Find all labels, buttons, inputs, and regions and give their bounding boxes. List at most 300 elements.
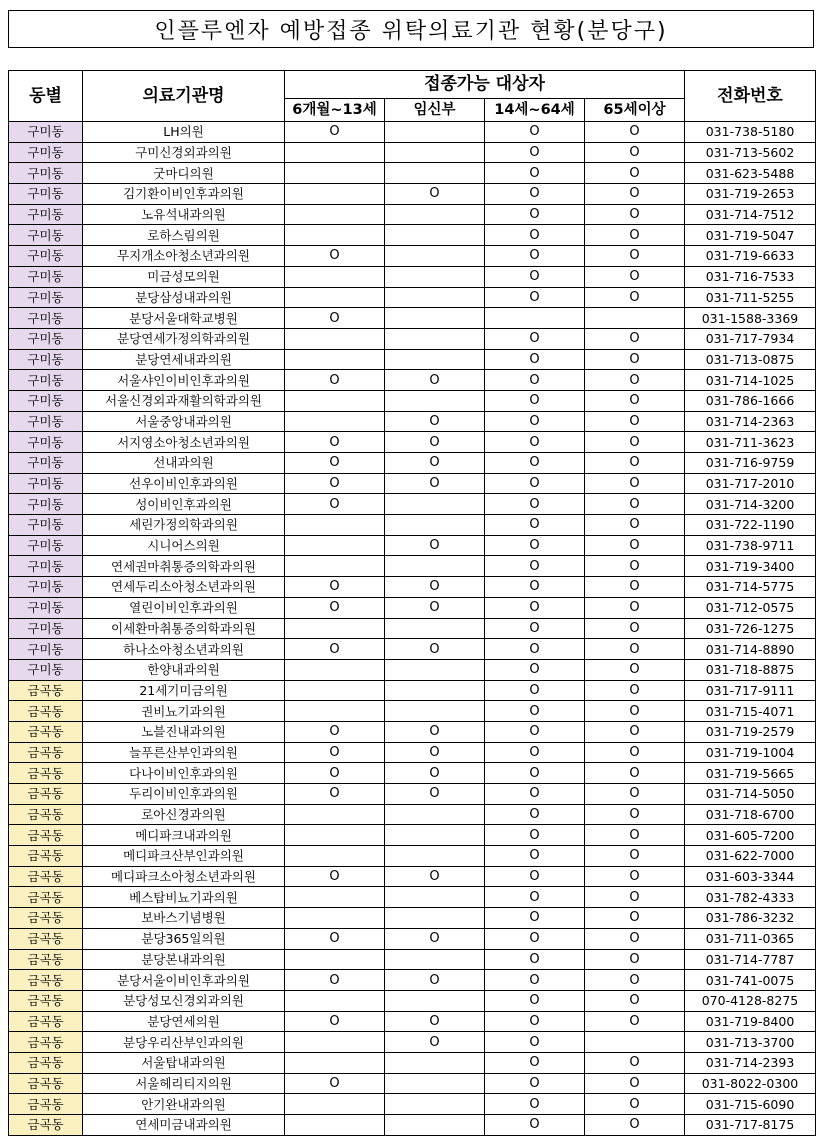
table-row [9,1011,816,1032]
senior-availability-cell: O [585,1052,685,1073]
phone-cell: 070-4128-8275 [685,990,816,1011]
senior-availability-cell: O [585,1011,685,1032]
phone-cell: 031-718-8875 [685,659,816,680]
clinic-name-cell: 하나소아청소년과의원 [83,639,285,660]
child-availability-cell [285,846,385,867]
dong-cell: 금곡동 [9,846,83,867]
clinic-name-cell: 메디파크소아청소년과의원 [83,866,285,887]
pregnant-availability-cell: O [385,184,485,205]
pregnant-availability-cell: O [385,1032,485,1053]
child-availability-cell [285,887,385,908]
child-availability-cell [285,287,385,308]
dong-cell: 구미동 [9,515,83,536]
table-row [9,328,816,349]
dong-cell: 구미동 [9,473,83,494]
dong-cell: 금곡동 [9,1115,83,1136]
senior-availability-cell: O [585,949,685,970]
table-row [9,721,816,742]
dong-cell: 금곡동 [9,825,83,846]
child-availability-cell: O [285,970,385,991]
dong-cell: 금곡동 [9,784,83,805]
child-availability-cell: O [285,246,385,267]
dong-cell: 금곡동 [9,990,83,1011]
child-availability-cell: O [285,721,385,742]
child-availability-cell [285,142,385,163]
adult-availability-cell: O [485,556,585,577]
clinic-name-cell: 성이비인후과의원 [83,494,285,515]
pregnant-availability-cell [385,846,485,867]
phone-cell: 031-717-8175 [685,1115,816,1136]
senior-availability-cell: O [585,928,685,949]
table-row [9,308,816,329]
table-row [9,597,816,618]
table-row [9,846,816,867]
pregnant-availability-cell: O [385,597,485,618]
senior-availability-cell: O [585,1094,685,1115]
senior-availability-cell: O [585,1115,685,1136]
clinic-name-cell: 권비뇨기과의원 [83,701,285,722]
phone-cell: 031-782-4333 [685,887,816,908]
child-availability-cell: O [285,639,385,660]
child-availability-cell [285,328,385,349]
table-row [9,225,816,246]
table-row [9,701,816,722]
child-availability-cell [285,556,385,577]
pregnant-availability-cell [385,308,485,329]
pregnant-availability-cell [385,142,485,163]
pregnant-availability-cell [385,701,485,722]
phone-cell: 031-738-9711 [685,535,816,556]
dong-cell: 구미동 [9,308,83,329]
phone-cell: 031-1588-3369 [685,308,816,329]
child-availability-cell [285,204,385,225]
dong-cell: 구미동 [9,535,83,556]
dong-cell: 금곡동 [9,1094,83,1115]
child-availability-cell [285,618,385,639]
senior-availability-cell: O [585,453,685,474]
dong-cell: 구미동 [9,390,83,411]
dong-cell: 금곡동 [9,680,83,701]
pregnant-availability-cell: O [385,639,485,660]
senior-availability-cell: O [585,535,685,556]
pregnant-availability-cell [385,287,485,308]
table-row [9,349,816,370]
child-availability-cell [285,908,385,929]
clinic-name-cell: 선내과의원 [83,453,285,474]
adult-availability-cell: O [485,990,585,1011]
clinic-name-cell: 로아신경과의원 [83,804,285,825]
pregnant-availability-cell [385,246,485,267]
clinic-name-cell: 안기완내과의원 [83,1094,285,1115]
child-availability-cell [285,990,385,1011]
pregnant-availability-cell [385,1052,485,1073]
adult-availability-cell: O [485,577,585,598]
clinic-name-cell: 보바스기념병원 [83,908,285,929]
adult-availability-cell: O [485,970,585,991]
dong-cell: 구미동 [9,328,83,349]
table-row [9,970,816,991]
phone-cell: 031-714-5050 [685,784,816,805]
clinic-name-cell: 미금성모의원 [83,266,285,287]
table-row [9,804,816,825]
table-row [9,949,816,970]
pregnant-availability-cell [385,1073,485,1094]
phone-cell: 031-712-0575 [685,597,816,618]
phone-cell: 031-718-6700 [685,804,816,825]
senior-availability-cell: O [585,328,685,349]
senior-availability-cell: O [585,970,685,991]
senior-availability-cell: O [585,370,685,391]
pregnant-availability-cell: O [385,928,485,949]
dong-cell: 금곡동 [9,908,83,929]
phone-cell: 031-715-4071 [685,701,816,722]
adult-availability-cell: O [485,701,585,722]
pregnant-availability-cell: O [385,866,485,887]
adult-availability-cell: O [485,949,585,970]
senior-availability-cell: O [585,846,685,867]
phone-cell: 031-622-7000 [685,846,816,867]
dong-cell: 금곡동 [9,1011,83,1032]
dong-cell: 구미동 [9,577,83,598]
senior-availability-cell: O [585,142,685,163]
pregnant-availability-cell: O [385,370,485,391]
adult-availability-cell: O [485,866,585,887]
adult-availability-cell: O [485,1094,585,1115]
table-row [9,287,816,308]
dong-cell: 구미동 [9,494,83,515]
dong-cell: 금곡동 [9,887,83,908]
senior-availability-cell: O [585,225,685,246]
adult-availability-cell: O [485,432,585,453]
table-row [9,266,816,287]
clinic-name-cell: 분당본내과의원 [83,949,285,970]
clinic-name-cell: 연세권마취통증의학과의원 [83,556,285,577]
table-row [9,556,816,577]
phone-cell: 031-713-3700 [685,1032,816,1053]
pregnant-availability-cell: O [385,473,485,494]
senior-availability-cell: O [585,204,685,225]
pregnant-availability-cell: O [385,453,485,474]
phone-cell: 031-623-5488 [685,163,816,184]
adult-availability-cell: O [485,928,585,949]
clinic-name-cell: 시니어스의원 [83,535,285,556]
phone-cell: 031-719-5665 [685,763,816,784]
clinic-name-cell: 21세기미금의원 [83,680,285,701]
adult-availability-cell: O [485,266,585,287]
senior-availability-cell: O [585,680,685,701]
pregnant-availability-cell: O [385,1011,485,1032]
dong-cell: 구미동 [9,122,83,143]
adult-availability-cell: O [485,721,585,742]
senior-availability-cell: O [585,804,685,825]
child-availability-cell [285,390,385,411]
adult-availability-cell: O [485,1115,585,1136]
phone-cell: 031-711-5255 [685,287,816,308]
table-row [9,515,816,536]
dong-cell: 금곡동 [9,970,83,991]
dong-cell: 구미동 [9,266,83,287]
pregnant-availability-cell [385,556,485,577]
pregnant-availability-cell [385,804,485,825]
pregnant-availability-cell: O [385,432,485,453]
clinic-name-cell: 서울헤리티지의원 [83,1073,285,1094]
clinic-name-cell: 두리이비인후과의원 [83,784,285,805]
adult-availability-cell: O [485,142,585,163]
adult-availability-cell: O [485,411,585,432]
senior-availability-cell: O [585,784,685,805]
pregnant-availability-cell [385,908,485,929]
dong-cell: 구미동 [9,163,83,184]
dong-cell: 금곡동 [9,721,83,742]
child-availability-cell: O [285,1011,385,1032]
adult-availability-cell: O [485,1073,585,1094]
dong-cell: 구미동 [9,142,83,163]
senior-availability-cell: O [585,908,685,929]
child-availability-cell [285,1115,385,1136]
clinic-name-cell: 세린가정의학과의원 [83,515,285,536]
child-availability-cell [285,825,385,846]
phone-cell: 031-714-7512 [685,204,816,225]
phone-cell: 031-722-1190 [685,515,816,536]
table-row [9,453,816,474]
adult-availability-cell: O [485,122,585,143]
phone-cell: 031-719-6633 [685,246,816,267]
clinic-name-cell: 메디파크산부인과의원 [83,846,285,867]
clinic-name-cell: 서울중앙내과의원 [83,411,285,432]
phone-cell: 031-713-0875 [685,349,816,370]
adult-availability-cell: O [485,349,585,370]
adult-availability-cell: O [485,804,585,825]
dong-cell: 구미동 [9,287,83,308]
senior-availability-cell: O [585,721,685,742]
adult-availability-cell: O [485,390,585,411]
dong-cell: 구미동 [9,453,83,474]
adult-availability-cell: O [485,184,585,205]
child-availability-cell: O [285,1073,385,1094]
header-target-adult: 14세~64세 [485,99,585,122]
clinic-name-cell: 분당성모신경외과의원 [83,990,285,1011]
senior-availability-cell: O [585,825,685,846]
child-availability-cell [285,163,385,184]
table-row [9,825,816,846]
table-row [9,908,816,929]
adult-availability-cell: O [485,370,585,391]
dong-cell: 금곡동 [9,804,83,825]
child-availability-cell [285,515,385,536]
clinic-table [8,70,816,1136]
clinic-name-cell: 서지영소아청소년과의원 [83,432,285,453]
phone-cell: 031-719-3400 [685,556,816,577]
dong-cell: 구미동 [9,184,83,205]
pregnant-availability-cell [385,825,485,846]
pregnant-availability-cell [385,390,485,411]
table-row [9,866,816,887]
adult-availability-cell: O [485,887,585,908]
adult-availability-cell: O [485,328,585,349]
child-availability-cell [285,1094,385,1115]
dong-cell: 금곡동 [9,1032,83,1053]
table-row [9,1073,816,1094]
senior-availability-cell: O [585,515,685,536]
table-row [9,990,816,1011]
pregnant-availability-cell [385,122,485,143]
table-row [9,784,816,805]
phone-cell: 031-726-1275 [685,618,816,639]
adult-availability-cell: O [485,763,585,784]
phone-cell: 031-603-3344 [685,866,816,887]
child-availability-cell: O [285,928,385,949]
table-row [9,535,816,556]
dong-cell: 금곡동 [9,949,83,970]
child-availability-cell: O [285,866,385,887]
child-availability-cell: O [285,784,385,805]
dong-cell: 구미동 [9,370,83,391]
child-availability-cell [285,225,385,246]
phone-cell: 031-713-5602 [685,142,816,163]
header-name: 의료기관명 [83,71,285,122]
child-availability-cell: O [285,432,385,453]
dong-cell: 금곡동 [9,742,83,763]
child-availability-cell: O [285,742,385,763]
table-row [9,473,816,494]
pregnant-availability-cell [385,349,485,370]
child-availability-cell [285,184,385,205]
header-phone: 전화번호 [685,71,816,122]
adult-availability-cell: O [485,1032,585,1053]
phone-cell: 031-719-5047 [685,225,816,246]
table-row [9,246,816,267]
clinic-name-cell: 분당우리산부인과의원 [83,1032,285,1053]
senior-availability-cell: O [585,390,685,411]
senior-availability-cell: O [585,866,685,887]
adult-availability-cell: O [485,204,585,225]
table-row [9,204,816,225]
senior-availability-cell [585,308,685,329]
clinic-name-cell: 분당삼성내과의원 [83,287,285,308]
senior-availability-cell: O [585,287,685,308]
pregnant-availability-cell [385,680,485,701]
phone-cell: 031-741-0075 [685,970,816,991]
adult-availability-cell: O [485,1052,585,1073]
clinic-name-cell: 분당서울대학교병원 [83,308,285,329]
dong-cell: 금곡동 [9,763,83,784]
dong-cell: 구미동 [9,659,83,680]
dong-cell: 구미동 [9,639,83,660]
pregnant-availability-cell [385,990,485,1011]
header-target-child: 6개월~13세 [285,99,385,122]
clinic-name-cell: 분당연세가정의학과의원 [83,328,285,349]
phone-cell: 031-786-1666 [685,390,816,411]
adult-availability-cell: O [485,784,585,805]
adult-availability-cell: O [485,246,585,267]
senior-availability-cell: O [585,411,685,432]
child-availability-cell: O [285,763,385,784]
senior-availability-cell: O [585,659,685,680]
pregnant-availability-cell [385,515,485,536]
table-row [9,1032,816,1053]
pregnant-availability-cell: O [385,970,485,991]
phone-cell: 031-717-7934 [685,328,816,349]
adult-availability-cell: O [485,659,585,680]
senior-availability-cell: O [585,887,685,908]
header-targets: 접종가능 대상자 [285,71,685,99]
senior-availability-cell: O [585,990,685,1011]
child-availability-cell: O [285,597,385,618]
dong-cell: 금곡동 [9,1073,83,1094]
clinic-name-cell: 메디파크내과의원 [83,825,285,846]
pregnant-availability-cell: O [385,535,485,556]
pregnant-availability-cell [385,494,485,515]
child-availability-cell: O [285,370,385,391]
senior-availability-cell: O [585,246,685,267]
pregnant-availability-cell [385,204,485,225]
clinic-name-cell: 분당연세내과의원 [83,349,285,370]
senior-availability-cell: O [585,122,685,143]
table-row [9,639,816,660]
table-row [9,659,816,680]
table-row [9,432,816,453]
pregnant-availability-cell: O [385,763,485,784]
phone-cell: 031-716-7533 [685,266,816,287]
phone-cell: 031-715-6090 [685,1094,816,1115]
phone-cell: 031-714-5775 [685,577,816,598]
table-row [9,494,816,515]
clinic-name-cell: 노블진내과의원 [83,721,285,742]
child-availability-cell [285,349,385,370]
adult-availability-cell: O [485,287,585,308]
clinic-name-cell: 굿마디의원 [83,163,285,184]
child-availability-cell: O [285,494,385,515]
header-dong: 동별 [9,71,83,122]
pregnant-availability-cell [385,659,485,680]
adult-availability-cell: O [485,597,585,618]
adult-availability-cell: O [485,1011,585,1032]
child-availability-cell [285,266,385,287]
table-row [9,928,816,949]
dong-cell: 구미동 [9,204,83,225]
clinic-name-cell: 서울샤인이비인후과의원 [83,370,285,391]
child-availability-cell [285,1052,385,1073]
senior-availability-cell: O [585,742,685,763]
adult-availability-cell: O [485,825,585,846]
adult-availability-cell: O [485,453,585,474]
adult-availability-cell: O [485,494,585,515]
dong-cell: 구미동 [9,225,83,246]
header-target-senior: 65세이상 [585,99,685,122]
child-availability-cell [285,1032,385,1053]
senior-availability-cell: O [585,618,685,639]
child-availability-cell [285,701,385,722]
header-target-pregnant: 임신부 [385,99,485,122]
pregnant-availability-cell: O [385,411,485,432]
senior-availability-cell: O [585,473,685,494]
clinic-name-cell: 베스탑비뇨기과의원 [83,887,285,908]
table-row [9,370,816,391]
adult-availability-cell: O [485,473,585,494]
child-availability-cell: O [285,577,385,598]
phone-cell: 031-711-3623 [685,432,816,453]
phone-cell: 031-714-7787 [685,949,816,970]
child-availability-cell: O [285,308,385,329]
dong-cell: 금곡동 [9,1052,83,1073]
dong-cell: 금곡동 [9,928,83,949]
adult-availability-cell [485,308,585,329]
senior-availability-cell: O [585,597,685,618]
child-availability-cell [285,949,385,970]
phone-cell: 031-719-2579 [685,721,816,742]
adult-availability-cell: O [485,908,585,929]
phone-cell: 031-711-0365 [685,928,816,949]
